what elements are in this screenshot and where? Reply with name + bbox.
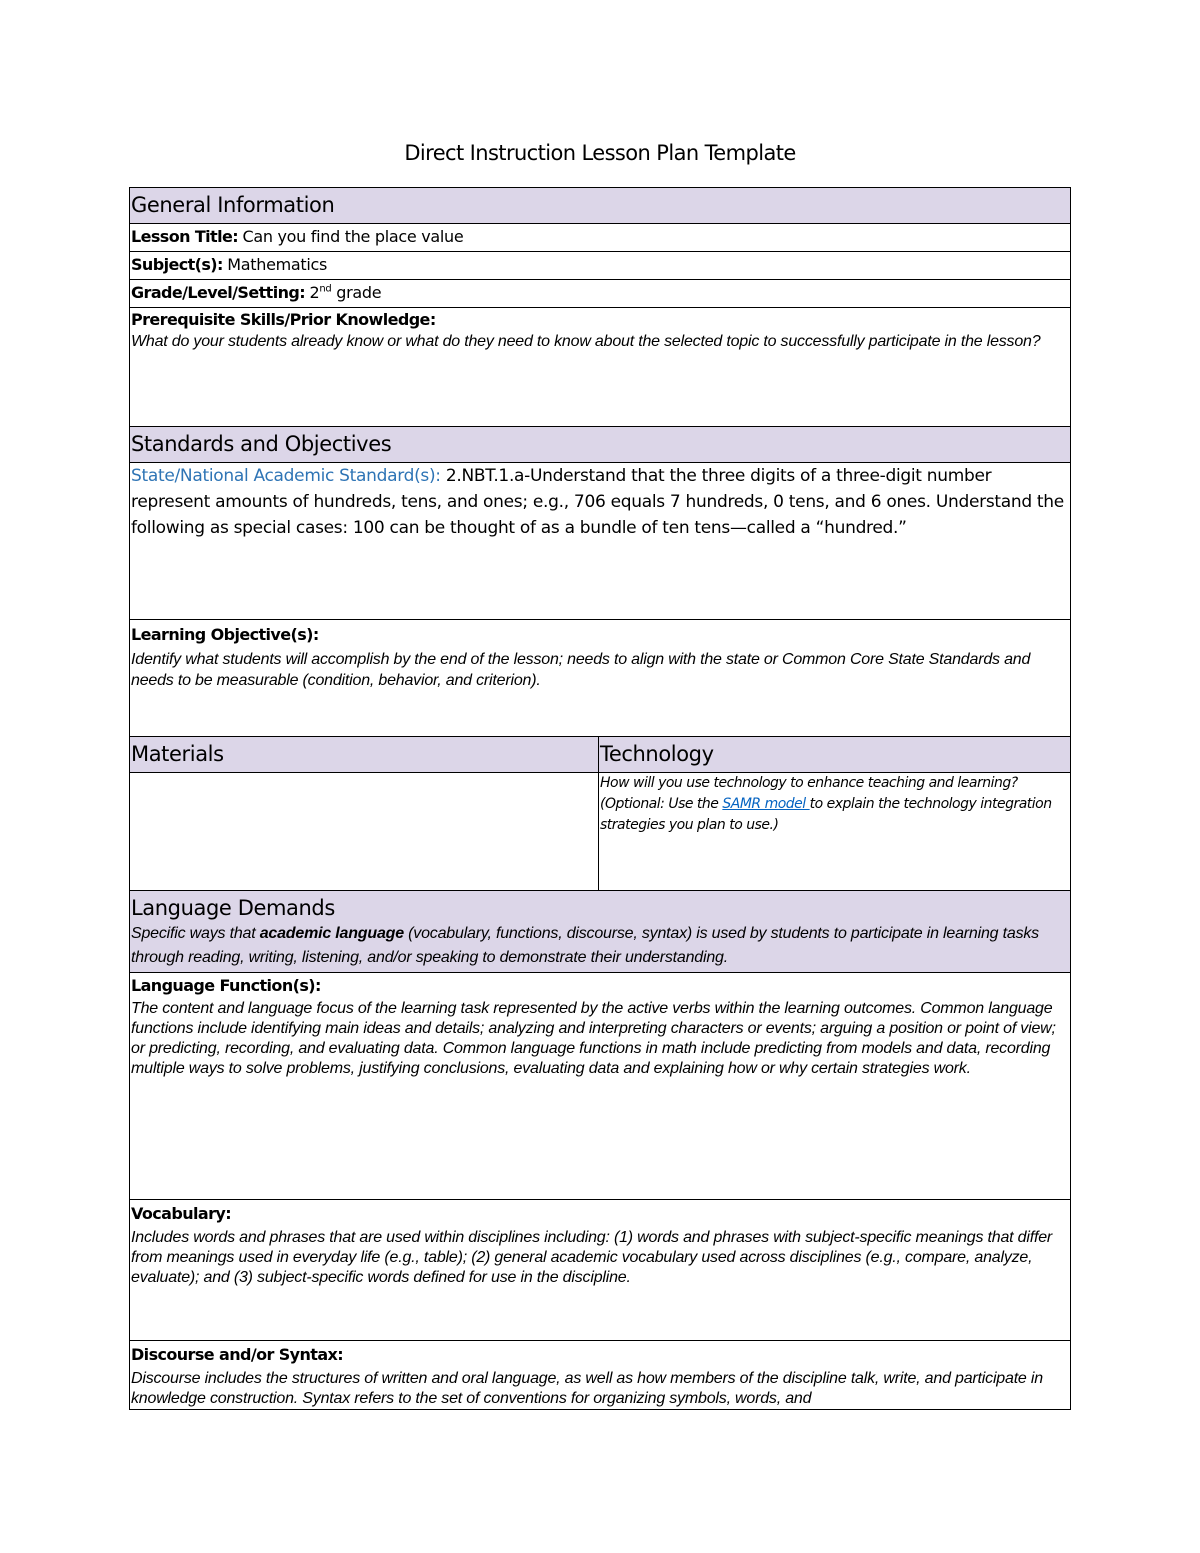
academic-language-term: academic language xyxy=(259,925,404,942)
academic-standard-label: State/National Academic Standard(s): xyxy=(131,466,441,486)
grade-row[interactable] xyxy=(130,280,1071,308)
materials-cell[interactable] xyxy=(130,773,599,891)
learning-objectives-cell[interactable] xyxy=(130,620,1071,737)
standards-objectives-heading: Standards and Objectives xyxy=(131,432,392,456)
lesson-title-label: Lesson Title: xyxy=(131,227,239,246)
discourse-syntax-prompt: Discourse includes the structures of written and oral language, as well as how members of the discipline talk, write, and participate in knowledge construction. Syntax refers to the set of conventions for organizing symbols, words, and xyxy=(131,1370,1043,1407)
grade-label: Grade/Level/Setting: xyxy=(131,283,306,302)
language-demands-intro: Specific ways that academic language (vocabulary, functions, discourse, syntax) is used by students to participate in learning tasks through reading, writing, listening, and/or speaking to demonstrate their understanding. xyxy=(131,925,1039,966)
lesson-title-value[interactable]: Can you find the place value xyxy=(242,227,464,246)
academic-standard-cell[interactable] xyxy=(130,463,1071,620)
prerequisite-prompt: What do your students already know or what do they need to know about the selected topic to successfully participate in the lesson? xyxy=(131,333,1041,350)
subjects-label: Subject(s): xyxy=(131,255,223,274)
grade-value[interactable] xyxy=(309,283,381,302)
prerequisite-label: Prerequisite Skills/Prior Knowledge: xyxy=(131,310,436,329)
standards-objectives-header xyxy=(130,427,1071,463)
technology-heading: Technology xyxy=(600,742,714,766)
technology-header xyxy=(599,737,1071,773)
technology-cell[interactable] xyxy=(599,773,1071,891)
lesson-plan-table xyxy=(129,187,1071,1410)
samr-model-link[interactable]: SAMR model xyxy=(722,796,810,812)
lesson-title-row[interactable] xyxy=(130,224,1071,252)
grade-suffix: nd xyxy=(319,283,332,295)
learning-objectives-prompt: Identify what students will accomplish by the end of the lesson; needs to align with the state or Common Core State Standards and needs to be measurable (condition, behavior, and criterion). xyxy=(131,651,1031,689)
grade-number: 2 xyxy=(309,283,320,302)
discourse-syntax-label: Discourse and/or Syntax: xyxy=(131,1345,344,1364)
subjects-value[interactable]: Mathematics xyxy=(227,255,328,274)
language-demands-header xyxy=(130,891,1071,973)
learning-objectives-label: Learning Objective(s): xyxy=(131,625,319,644)
language-functions-label: Language Function(s): xyxy=(131,976,321,995)
vocabulary-prompt: Includes words and phrases that are used within disciplines including: (1) words and phrases with subject-specific meanings that differ from meanings used in everyday life (e.g., table); (2) general academic vocabulary used across disciplines (e.g., compare, analyze, evaluate); and (3) subject-specific words defined for use in the discipline. xyxy=(131,1229,1053,1286)
materials-header xyxy=(130,737,599,773)
vocabulary-cell[interactable] xyxy=(130,1200,1071,1341)
language-functions-prompt: The content and language focus of the learning task represented by the active verbs within the learning outcomes. Common language functions include identifying main ideas and details; analyzing and interpreting characters or events; arguing a position or point of view; or predicting, recording, and evaluating data. Common language functions in math include predicting from models and data, recording multiple ways to solve problems, justifying conclusions, evaluating data and explaining how or why certain strategies work. xyxy=(131,1000,1056,1077)
page-title: Direct Instruction Lesson Plan Template xyxy=(404,141,796,165)
language-demands-heading: Language Demands xyxy=(131,896,335,920)
discourse-syntax-cell[interactable] xyxy=(130,1341,1071,1410)
technology-optional-note: (Optional: Use the SAMR model to explain the technology integration strategies you plan to use.) xyxy=(600,796,1052,833)
grade-word: grade xyxy=(336,283,382,302)
vocabulary-label: Vocabulary: xyxy=(131,1204,232,1223)
materials-heading: Materials xyxy=(131,742,224,766)
general-information-heading: General Information xyxy=(131,193,335,217)
prerequisite-cell[interactable] xyxy=(130,308,1071,427)
general-information-header xyxy=(130,188,1071,224)
academic-standard-text: 2.NBT.1.a-Understand that the three digits of a three-digit number represent amounts of hundreds, tens, and ones; e.g., 706 equals 7 hundreds, 0 tens, and 6 ones. Understand the following as special cases: 100 can be thought of as a bundle of ten tens—called a “hundred.” xyxy=(131,466,1064,538)
language-functions-cell[interactable] xyxy=(130,973,1071,1200)
subjects-row[interactable] xyxy=(130,252,1071,280)
technology-prompt: How will you use technology to enhance teaching and learning? xyxy=(600,775,1018,791)
